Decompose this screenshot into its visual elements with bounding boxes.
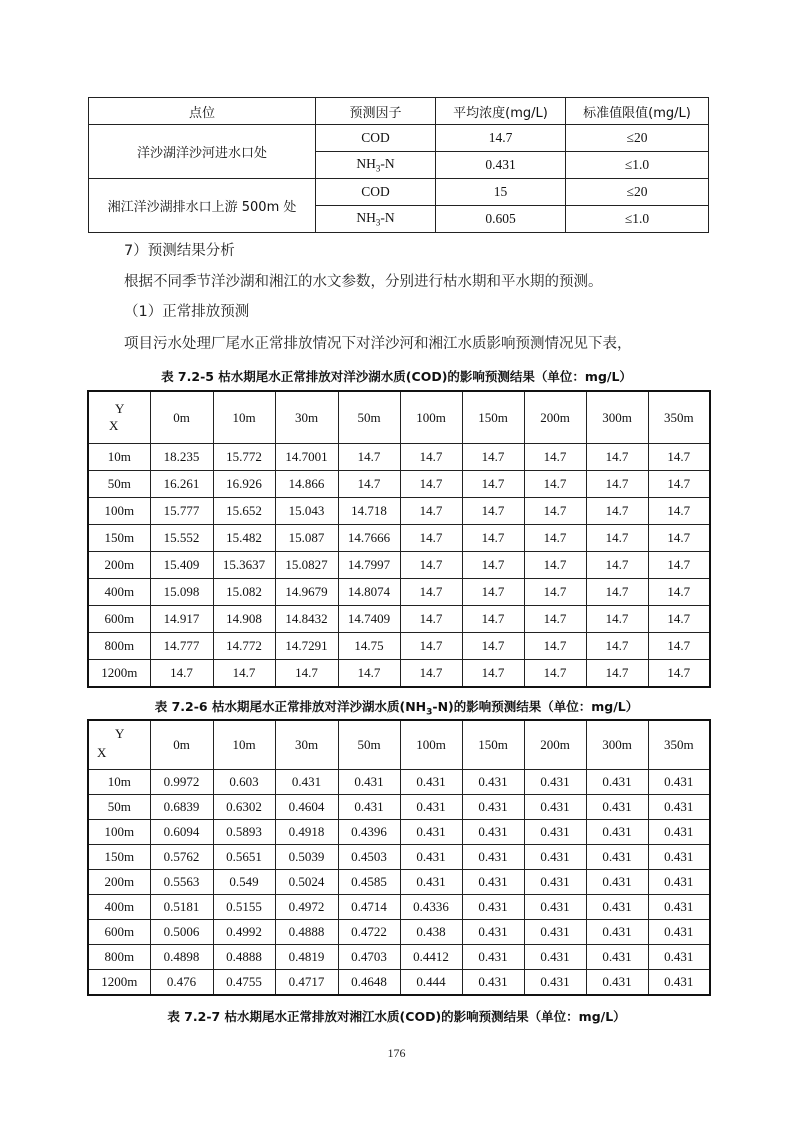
column-header: 200m [524, 391, 586, 444]
header-cell: 预测因子 [316, 98, 436, 125]
table-caption: 表 7.2-5 枯水期尾水正常排放对洋沙湖水质(COD)的影响预测结果（单位：mg/L） [161, 369, 632, 384]
x-axis-label: X [97, 745, 107, 760]
factor-cell: $NH_3-N$ [316, 206, 436, 233]
value-cell: 14.7291 [275, 633, 338, 660]
value-cell: 14.7 [400, 552, 462, 579]
axis-corner-cell [88, 720, 150, 770]
value-cell: 0.431 [462, 845, 524, 870]
point-cell: 洋沙湖洋沙河进水口处 [89, 125, 316, 179]
value-cell: 14.7 [586, 552, 648, 579]
value-cell: 0.5762 [150, 845, 213, 870]
value-cell: 0.4898 [150, 945, 213, 970]
value-cell: 14.7 [524, 579, 586, 606]
column-header: 100m [400, 720, 462, 770]
value-cell: 14.7 [462, 606, 524, 633]
table-caption: 表 7.2-7 枯水期尾水正常排放对湘江水质(COD)的影响预测结果（单位：mg/L） [167, 1009, 626, 1024]
value-cell: 15.772 [213, 444, 275, 471]
y-axis-label: Y [115, 401, 125, 416]
value-cell: 14.7 [400, 633, 462, 660]
value-cell: 14.7 [338, 444, 400, 471]
table-row [88, 498, 710, 525]
value-cell: 0.4717 [275, 970, 338, 996]
value-cell: 14.9679 [275, 579, 338, 606]
value-cell: 14.7 [586, 633, 648, 660]
value-cell: 14.7 [462, 471, 524, 498]
table-row [88, 845, 710, 870]
value-cell: 0.431 [524, 770, 586, 795]
nh3n-prediction-table [87, 719, 711, 996]
header-cell: 点位 [89, 98, 316, 125]
row-header: 150m [88, 525, 150, 552]
value-cell: 0.431 [462, 770, 524, 795]
value-cell: 14.908 [213, 606, 275, 633]
table-row [88, 895, 710, 920]
column-header: 350m [648, 720, 710, 770]
column-header: 50m [338, 720, 400, 770]
row-header: 100m [88, 498, 150, 525]
value-cell: 14.7 [400, 471, 462, 498]
value-cell: 14.7 [648, 498, 710, 525]
value-cell: 0.5651 [213, 845, 275, 870]
value-cell: 0.4648 [338, 970, 400, 996]
column-header: 30m [275, 720, 338, 770]
value-cell: 15.652 [213, 498, 275, 525]
table-row [88, 471, 710, 498]
avg-cell: 14.7 [436, 125, 566, 152]
value-cell: 14.7 [648, 471, 710, 498]
column-header: 150m [462, 391, 524, 444]
value-cell: 14.7 [275, 660, 338, 688]
value-cell: 0.431 [586, 895, 648, 920]
limit-cell: ≤20 [566, 179, 709, 206]
value-cell: 15.087 [275, 525, 338, 552]
value-cell: 0.431 [586, 945, 648, 970]
value-cell: 14.7 [648, 606, 710, 633]
value-cell: 0.9972 [150, 770, 213, 795]
column-header: 0m [150, 720, 213, 770]
value-cell: 14.772 [213, 633, 275, 660]
value-cell: 14.7 [586, 471, 648, 498]
value-cell: 0.431 [586, 920, 648, 945]
value-cell: 0.4888 [275, 920, 338, 945]
table-caption: 表 7.2-6 枯水期尾水正常排放对洋沙湖水质$(NH_3-N)$的影响预测结果（单位：mg/L） [154, 699, 639, 718]
value-cell: 14.7 [462, 444, 524, 471]
value-cell: 0.5006 [150, 920, 213, 945]
value-cell: 14.718 [338, 498, 400, 525]
value-cell: 0.4888 [213, 945, 275, 970]
value-cell: 0.431 [648, 770, 710, 795]
table-row [88, 920, 710, 945]
value-cell: 14.7 [524, 444, 586, 471]
value-cell: 0.4755 [213, 970, 275, 996]
value-cell: 0.431 [524, 970, 586, 996]
value-cell: 0.5024 [275, 870, 338, 895]
value-cell: 0.4703 [338, 945, 400, 970]
value-cell: 0.431 [462, 945, 524, 970]
paragraph: 项目污水处理厂尾水正常排放情况下对洋沙河和湘江水质影响预测情况见下表， [124, 336, 632, 352]
table-body [88, 720, 710, 995]
value-cell: 0.431 [648, 870, 710, 895]
table-row [88, 820, 710, 845]
value-cell: 0.431 [524, 870, 586, 895]
value-cell: 0.549 [213, 870, 275, 895]
table-row [88, 970, 710, 996]
value-cell: 0.4503 [338, 845, 400, 870]
value-cell: 16.926 [213, 471, 275, 498]
value-cell: 14.7 [648, 552, 710, 579]
value-cell: 15.098 [150, 579, 213, 606]
row-header: 400m [88, 579, 150, 606]
value-cell: 14.75 [338, 633, 400, 660]
value-cell: 0.603 [213, 770, 275, 795]
value-cell: 0.431 [524, 845, 586, 870]
value-cell: 0.431 [275, 770, 338, 795]
table-row [88, 579, 710, 606]
value-cell: 0.4972 [275, 895, 338, 920]
value-cell: 14.7409 [338, 606, 400, 633]
avg-cell: 0.605 [436, 206, 566, 233]
value-cell: 14.7 [648, 633, 710, 660]
value-cell: 0.431 [462, 820, 524, 845]
table-header-row [88, 391, 710, 444]
row-header: 1200m [88, 970, 150, 996]
y-axis-label: Y [115, 726, 125, 741]
row-header: 200m [88, 552, 150, 579]
value-cell: 14.7 [462, 579, 524, 606]
value-cell: 15.043 [275, 498, 338, 525]
row-header: 600m [88, 920, 150, 945]
row-header: 150m [88, 845, 150, 870]
row-header: 600m [88, 606, 150, 633]
row-header: 1200m [88, 660, 150, 688]
value-cell: 0.4412 [400, 945, 462, 970]
avg-cell: 15 [436, 179, 566, 206]
value-cell: 14.7 [586, 444, 648, 471]
value-cell: 0.6094 [150, 820, 213, 845]
column-header: 100m [400, 391, 462, 444]
value-cell: 0.431 [648, 820, 710, 845]
value-cell: 0.431 [462, 920, 524, 945]
sub-heading: （1）正常排放预测 [124, 304, 250, 320]
value-cell: 0.5893 [213, 820, 275, 845]
row-header: 10m [88, 444, 150, 471]
value-cell: 14.7 [524, 525, 586, 552]
value-cell: 0.431 [648, 970, 710, 996]
value-cell: 0.431 [648, 845, 710, 870]
value-cell: 0.4714 [338, 895, 400, 920]
cod-prediction-table [87, 390, 711, 688]
value-cell: 0.431 [524, 920, 586, 945]
value-cell: 14.8074 [338, 579, 400, 606]
row-header: 800m [88, 945, 150, 970]
value-cell: 14.7 [213, 660, 275, 688]
value-cell: 14.866 [275, 471, 338, 498]
value-cell: 14.7 [338, 471, 400, 498]
value-cell: 14.7997 [338, 552, 400, 579]
value-cell: 0.6839 [150, 795, 213, 820]
table-row [88, 444, 710, 471]
table-row [88, 552, 710, 579]
value-cell: 14.7 [462, 660, 524, 688]
value-cell: 0.431 [400, 870, 462, 895]
value-cell: 0.431 [524, 945, 586, 970]
value-cell: 15.777 [150, 498, 213, 525]
limit-cell: ≤1.0 [566, 152, 709, 179]
value-cell: 0.4992 [213, 920, 275, 945]
value-cell: 0.431 [586, 770, 648, 795]
table-row [88, 870, 710, 895]
column-header: 300m [586, 391, 648, 444]
value-cell: 0.431 [400, 770, 462, 795]
value-cell: 0.431 [400, 845, 462, 870]
value-cell: 15.3637 [213, 552, 275, 579]
value-cell: 0.444 [400, 970, 462, 996]
value-cell: 15.409 [150, 552, 213, 579]
table-row [88, 770, 710, 795]
column-header: 300m [586, 720, 648, 770]
value-cell: 14.7 [524, 633, 586, 660]
value-cell: 0.431 [586, 870, 648, 895]
value-cell: 0.431 [338, 770, 400, 795]
value-cell: 14.7 [338, 660, 400, 688]
value-cell: 0.4819 [275, 945, 338, 970]
point-cell: 湘江洋沙湖排水口上游 500m 处 [89, 179, 316, 233]
header-cell: 标准值限值(mg/L) [566, 98, 709, 125]
value-cell: 14.7 [524, 498, 586, 525]
row-header: 100m [88, 820, 150, 845]
value-cell: 0.4722 [338, 920, 400, 945]
value-cell: 16.261 [150, 471, 213, 498]
value-cell: 0.4336 [400, 895, 462, 920]
value-cell: 0.431 [648, 895, 710, 920]
section-heading: 7）预测结果分析 [124, 243, 235, 259]
axis-corner-cell [88, 391, 150, 444]
value-cell: 14.7 [462, 633, 524, 660]
value-cell: 14.7 [400, 660, 462, 688]
value-cell: 15.0827 [275, 552, 338, 579]
value-cell: 14.7 [462, 498, 524, 525]
value-cell: 15.482 [213, 525, 275, 552]
table-row [88, 660, 710, 688]
table-body [88, 391, 710, 687]
row-header: 200m [88, 870, 150, 895]
value-cell: 0.476 [150, 970, 213, 996]
value-cell: 18.235 [150, 444, 213, 471]
table-row [89, 125, 709, 152]
value-cell: 0.431 [586, 845, 648, 870]
value-cell: 0.431 [400, 795, 462, 820]
factor-cell: COD [316, 179, 436, 206]
value-cell: 14.7 [648, 579, 710, 606]
value-cell: 14.917 [150, 606, 213, 633]
value-cell: 14.7001 [275, 444, 338, 471]
value-cell: 14.7 [400, 525, 462, 552]
value-cell: 14.7 [586, 606, 648, 633]
value-cell: 0.431 [462, 870, 524, 895]
limit-cell: ≤20 [566, 125, 709, 152]
value-cell: 0.431 [524, 795, 586, 820]
value-cell: 0.4604 [275, 795, 338, 820]
value-cell: 0.431 [586, 795, 648, 820]
table-header-row [89, 98, 709, 125]
value-cell: 14.8432 [275, 606, 338, 633]
column-header: 30m [275, 391, 338, 444]
value-cell: 0.431 [462, 795, 524, 820]
x-axis-label: X [109, 418, 119, 433]
value-cell: 14.7 [400, 444, 462, 471]
value-cell: 14.7 [648, 525, 710, 552]
value-cell: 0.431 [648, 945, 710, 970]
table-row [88, 795, 710, 820]
value-cell: 14.7 [586, 579, 648, 606]
header-cell: 平均浓度(mg/L) [436, 98, 566, 125]
value-cell: 14.7 [648, 444, 710, 471]
value-cell: 0.431 [524, 895, 586, 920]
value-cell: 15.082 [213, 579, 275, 606]
table-row [88, 525, 710, 552]
value-cell: 14.7666 [338, 525, 400, 552]
column-header: 50m [338, 391, 400, 444]
value-cell: 0.431 [586, 820, 648, 845]
paragraph: 根据不同季节洋沙湖和湘江的水文参数，分别进行枯水期和平水期的预测。 [124, 274, 603, 290]
value-cell: 14.7 [586, 660, 648, 688]
row-header: 50m [88, 795, 150, 820]
column-header: 150m [462, 720, 524, 770]
table-row [89, 179, 709, 206]
value-cell: 0.4918 [275, 820, 338, 845]
value-cell: 14.7 [586, 498, 648, 525]
monitoring-point-table [88, 97, 709, 233]
value-cell: 14.7 [462, 525, 524, 552]
page-number: 176 [387, 1046, 406, 1060]
row-header: 400m [88, 895, 150, 920]
value-cell: 0.431 [524, 820, 586, 845]
table-row [88, 633, 710, 660]
value-cell: 0.5181 [150, 895, 213, 920]
table-row [88, 606, 710, 633]
row-header: 800m [88, 633, 150, 660]
value-cell: 0.431 [462, 970, 524, 996]
row-header: 50m [88, 471, 150, 498]
limit-cell: ≤1.0 [566, 206, 709, 233]
row-header: 10m [88, 770, 150, 795]
table-header-row [88, 720, 710, 770]
value-cell: 0.431 [648, 795, 710, 820]
column-header: 10m [213, 391, 275, 444]
avg-cell: 0.431 [436, 152, 566, 179]
value-cell: 14.7 [400, 498, 462, 525]
value-cell: 0.431 [586, 970, 648, 996]
value-cell: 0.4396 [338, 820, 400, 845]
value-cell: 14.7 [524, 660, 586, 688]
value-cell: 0.5155 [213, 895, 275, 920]
value-cell: 0.431 [338, 795, 400, 820]
column-header: 10m [213, 720, 275, 770]
value-cell: 0.438 [400, 920, 462, 945]
table-row [88, 945, 710, 970]
value-cell: 0.431 [648, 920, 710, 945]
column-header: 200m [524, 720, 586, 770]
value-cell: 0.4585 [338, 870, 400, 895]
value-cell: 14.7 [524, 471, 586, 498]
value-cell: 14.7 [150, 660, 213, 688]
value-cell: 14.7 [400, 606, 462, 633]
value-cell: 15.552 [150, 525, 213, 552]
value-cell: 14.7 [648, 660, 710, 688]
value-cell: 0.5563 [150, 870, 213, 895]
value-cell: 14.7 [462, 552, 524, 579]
value-cell: 0.431 [462, 895, 524, 920]
column-header: 0m [150, 391, 213, 444]
value-cell: 0.6302 [213, 795, 275, 820]
value-cell: 0.431 [400, 820, 462, 845]
column-header: 350m [648, 391, 710, 444]
value-cell: 14.7 [586, 525, 648, 552]
value-cell: 14.7 [524, 606, 586, 633]
factor-cell: COD [316, 125, 436, 152]
value-cell: 14.7 [524, 552, 586, 579]
value-cell: 14.7 [400, 579, 462, 606]
value-cell: 14.777 [150, 633, 213, 660]
value-cell: 0.5039 [275, 845, 338, 870]
factor-cell: $NH_3-N$ [316, 152, 436, 179]
